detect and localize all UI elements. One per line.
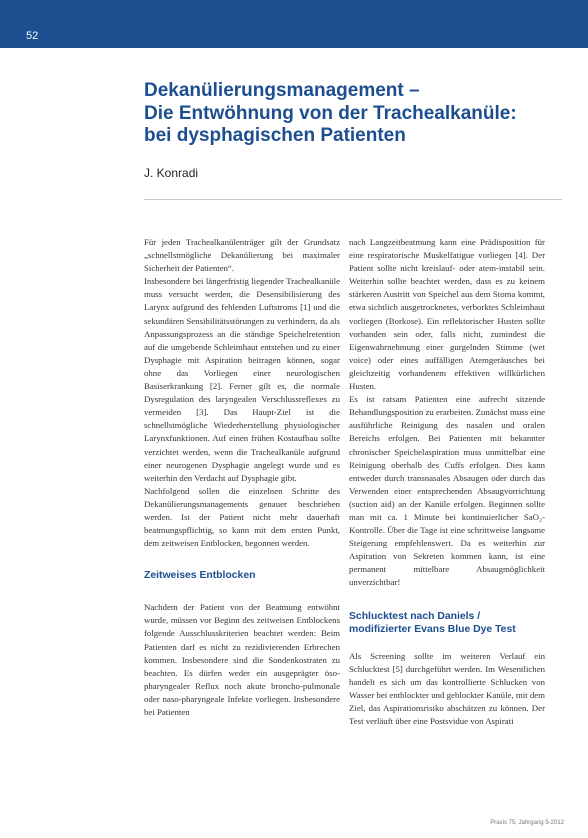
title-line-2: Die Entwöhnung von der Trachealkanüle: <box>144 102 517 124</box>
paragraph: Nachdem der Patient von der Beatmung entwöhnt wurde, müssen vor Beginn des zeitweisen Entblockens folgende Ausschlusskriterien beachtet werden: Beim Patienten darf es nicht zu rezidivierenden Erbrechen kommen. Insbesondere sind die Sondenkostraten zu beachten. Es dürfen weder ein ausgeprägter öso-pharyngealer Reflux noch akute broncho-pulmonale oder naso-pharyngeale Infekte vorliegen. Insbesondere bei Patienten <box>144 602 340 717</box>
section-heading <box>349 610 545 636</box>
section-heading: Zeitweises Entblocken <box>144 570 256 582</box>
title-divider <box>144 199 562 200</box>
paragraph: Für jeden Trachealkanülenträger gilt der Grundsatz „schnellstmögliche Dekanülierung bei maximaler Sicherheit der Patienten“. <box>144 237 340 274</box>
title-line-3: bei dysphagischen Patienten <box>144 125 406 146</box>
footer-citation: Praxis 75, Jahrgang 5-2012 <box>490 820 564 826</box>
right-column <box>349 236 545 728</box>
header-bar <box>0 0 588 48</box>
left-column <box>144 236 340 719</box>
paragraph: Nachfolgend sollen die einzelnen Schritte des Dekanülierungsmanagements genauer beschrieben werden. Ist der Patient nicht mehr dauerhaft beatmungspflichtig, so kann mit dem ersten Punkt, dem zeitweisen Entblocken, begonnen werden. <box>144 485 340 549</box>
page-number: 52 <box>26 30 39 42</box>
paragraph: nach Langzeitbeatmung kann eine Prädisposition für eine respiratorische Muskelfatigue vorliegen [4]. Der Patient sollte nicht kreislauf- oder atem-instabil sein. Weiterhin sollte beachtet werden, dass es zu keinem stärkeren Austritt von Speichel aus dem Stoma kommt, etwa sichtlich ausgetrocknetes, verborktes Schleimhaut vorliegen (Borkose). Ein reflektorischer Husten sollte vorhanden sein oder, falls nicht, zumindest die Eigenwahrnehmung einer gurgelnden Stimme (wet voice) oder eines auffälligen Atemgeräusches bei gleichzeitig vorhandenem effektiven willkürlichen Husten. <box>349 237 545 392</box>
paragraph: Insbesondere bei längerfristig liegender Trachealkanüle muss versucht werden, die Desensibilisierung des Larynx aufgrund des fehlenden Luftstroms [1] und die sekundären Sensibilitätsstörungen zu verhindern, da als Anpassungsprozess an die ständige Speichelretention auf die umgebende Schleimhaut entstehen und zu einer Dysphagie mit Aspiration beitragen können, sogar ohne das Vorliegen einer neurologischen Basiserkrankung [2]. Ferner gilt es, die normale Dysregulation des laryngealen Verschlussreflexes zu vermeiden [3]. Das Haupt-Ziel ist die schnellstmögliche Wiederherstellung physiologischer Larynxfunktionen. Auf einen frühen Kostaufbau sollte verzichtet werden, wenn die Trachealkanüle aufgrund einer neurogenen Dysphagie angelegt wurde und es weiterhin den Verdacht auf Dysphagie gibt. <box>144 276 340 483</box>
title-line-1: Dekanülierungsmanagement – <box>144 80 420 101</box>
paragraph: Als Screening sollte im weiteren Verlauf ein Schlucktest [5] durchgeführt werden. Im Wesentlichen handelt es sich um das kontrollierte Schlucken von Wasser bei entblockter und geblockter Kanüle, mit dem Ziel, das Aspirationsrisiko abschätzen zu können. Der Test verläuft über eine Postsvidue von Aspirati <box>349 650 545 726</box>
heading-line-2: modifizierter Evans Blue Dye Test <box>349 623 516 635</box>
article-title <box>144 80 564 148</box>
paragraph: Es ist ratsam Patienten eine aufrecht sitzende Behandlungsposition zu erarbeiten. Zunächst muss eine ausführliche Reinigung des nasalen und oralen Bereichs erfolgen. Bei Patienten mit bekannter chronischer Speichelaspiration muss unmittelbar eine Reinigung oberhalb des Cuffs erfolgen. Dies kann entweder durch transnasales Absaugen oder durch das Verwenden einer entsprechenden Absaugvorrichtung (suction aid) an der Kanüle erfolgen. Beginnen sollte man mit ca. 1 Minute bei kontinuierlicher SaO₂-Kontrolle. Über die Tage ist eine schrittweise langsame Steigerung empfehlenswert. Da es weiterhin zur Aspiration von Sekreten kommen kann, ist eine permanent mittelbare Absaugmöglichkeit unverzichtbar! <box>349 394 545 588</box>
author-name: J. Konradi <box>144 166 199 180</box>
heading-line-1: Schlucktest nach Daniels / <box>349 610 481 622</box>
